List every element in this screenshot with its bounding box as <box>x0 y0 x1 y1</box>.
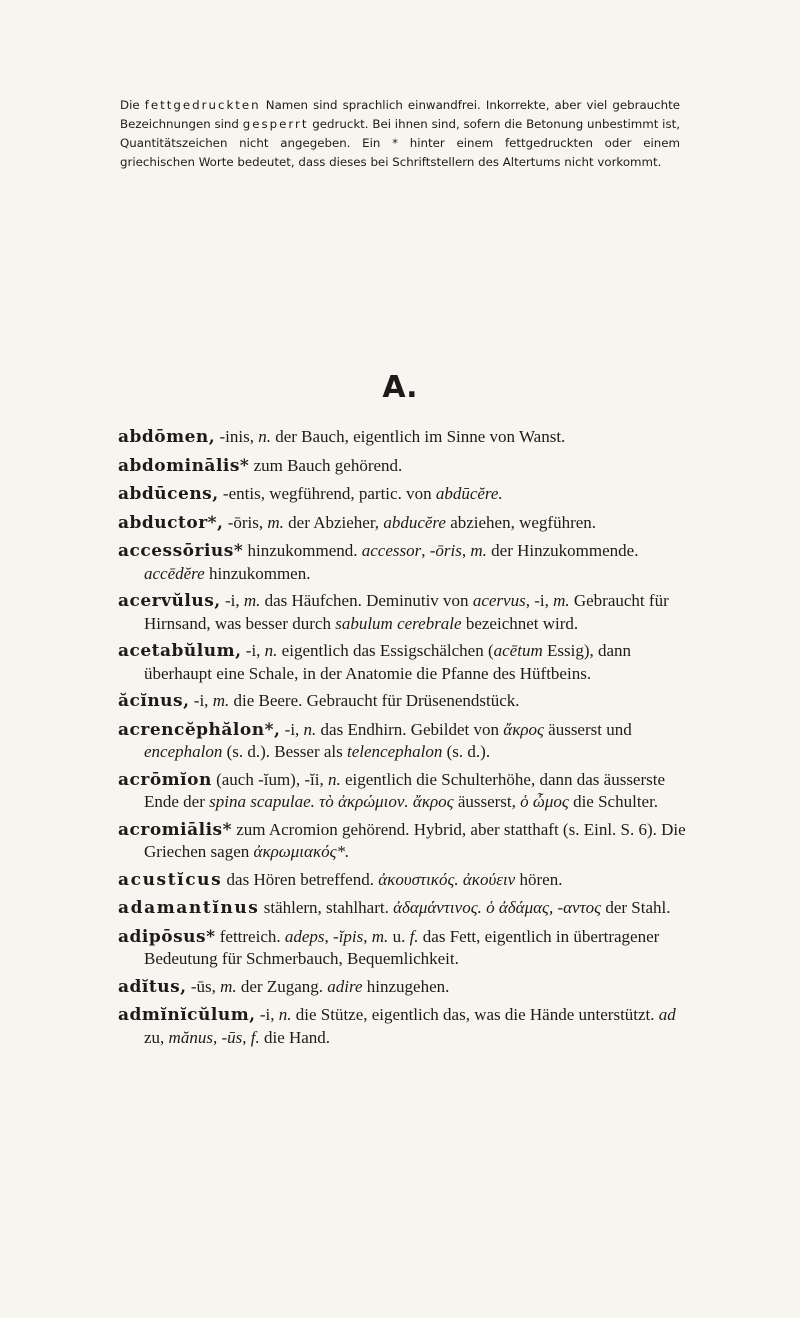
entry-text: (s. d.). Besser als <box>222 742 348 761</box>
entry-headword: abductor*, <box>118 512 224 533</box>
entry-text: Essig), dann überhaupt eine Schale, in der Anatomie die Pfanne des Hüftbeins. <box>144 641 632 683</box>
entry-text: der Bauch, eigentlich im Sinne von Wanst. <box>270 427 566 446</box>
entry-text: die Beere. Gebraucht für Drüsenendstück. <box>229 691 520 710</box>
intro-paragraph <box>120 96 680 172</box>
entry-text: Gebraucht für Hirnsand, was besser durch <box>144 591 669 633</box>
italic-term: accessor <box>361 541 422 560</box>
entry-text: -ūs, <box>186 976 221 996</box>
greek-term: ἄκρος <box>503 719 544 739</box>
dictionary-entry <box>118 819 696 863</box>
entry-text: fettreich. <box>215 926 285 946</box>
greek-term: ἀκρωμιακός*. <box>253 842 350 861</box>
entry-list <box>118 426 696 1054</box>
dictionary-entry <box>118 1004 696 1048</box>
italic-term: telencephalon <box>347 742 443 761</box>
dictionary-entry <box>118 897 696 920</box>
dictionary-entry <box>118 455 696 478</box>
entry-text: hinzukommen. <box>204 563 311 583</box>
italic-term: n. <box>327 769 341 789</box>
entry-text: -entis, wegführend, partic. von <box>218 484 436 503</box>
section-letter: A. <box>382 370 418 405</box>
italic-term: m. <box>243 591 261 610</box>
entry-text: das Fett, eigentlich in übertragener Bedeutung für Schmerbauch, Bequemlichkeit. <box>144 926 660 968</box>
italic-term: m. <box>470 541 487 560</box>
entry-text: die Stütze, eigentlich das, was die Hände unterstützt. <box>291 1005 659 1024</box>
entry-text: das Endhirn. Gebildet von <box>316 719 504 739</box>
italic-term: accēdĕre <box>144 563 205 583</box>
dictionary-entry <box>118 640 696 684</box>
entry-text: eigentlich die Schulterhöhe, dann das äusserste Ende der <box>144 769 666 811</box>
entry-text: äusserst, <box>453 792 521 811</box>
entry-text: hinzukommend. <box>243 541 362 560</box>
italic-term: mănus <box>168 1027 213 1047</box>
italic-term: m. <box>371 926 389 946</box>
italic-term: n. <box>264 641 278 660</box>
entry-text: zum Acromion gehörend. Hybrid, aber statthaft (s. Einl. S. 6). Die Griechen sagen <box>144 819 686 861</box>
entry-text: bezeichnet wird. <box>461 613 579 633</box>
italic-term: m. <box>553 591 570 610</box>
italic-term: f. <box>250 1027 260 1047</box>
entry-text: , <box>324 926 334 946</box>
dictionary-entry <box>118 769 696 813</box>
entry-headword: admĭnĭcŭlum, <box>118 1005 256 1025</box>
intro-spaced-word: fettgedruckten <box>144 98 261 112</box>
dictionary-entry <box>118 590 696 634</box>
intro-text: gedruckt. Bei ihnen sind, sofern die Betonung unbestimmt ist, Quantitätszeichen nicht angegeben. Ein * hinter einem fettgedruckten oder einem griechischen Worte bedeutet, dass dieses bei Schriftstellern des Altertums nicht vorkommt. <box>120 117 680 169</box>
entry-text: der Zugang. <box>236 976 328 996</box>
italic-term: abdūcĕre. <box>435 484 503 503</box>
entry-text: , <box>212 1027 222 1047</box>
entry-text: stählern, stahlhart. <box>259 898 394 917</box>
italic-term: spina scapulae. <box>209 792 315 811</box>
entry-headword: abdominālis* <box>118 455 250 476</box>
greek-term: ἀδαμάντινος. ὁ ἀδάμας, -αντος <box>393 898 602 917</box>
italic-term: -ūs <box>221 1027 243 1047</box>
entry-text: , <box>461 541 471 560</box>
italic-term: m. <box>267 512 284 532</box>
entry-headword: adĭtus, <box>118 976 187 997</box>
italic-term: acētum <box>493 641 543 660</box>
greek-term: ἀκουστικός. ἀκούειν <box>378 869 516 889</box>
entry-text: -i, <box>280 719 304 739</box>
entry-text: äusserst und <box>543 719 632 739</box>
entry-headword: accessōrius* <box>118 541 244 561</box>
entry-headword: adamantĭnus <box>118 898 260 918</box>
entry-headword: abdōmen, <box>118 427 216 447</box>
dictionary-entry <box>118 926 696 970</box>
entry-text: -i, <box>241 641 265 660</box>
italic-term: encephalon <box>144 742 223 761</box>
entry-text: (s. d.). <box>442 742 491 761</box>
entry-text: zum Bauch gehörend. <box>249 455 403 475</box>
entry-text: eigentlich das Essigschälchen ( <box>277 641 494 660</box>
entry-text: das Häufchen. Deminutiv von <box>260 591 473 610</box>
dictionary-entry <box>118 719 696 763</box>
dictionary-entry <box>118 540 696 584</box>
entry-headword: acromiālis* <box>118 819 232 840</box>
italic-term: f. <box>409 926 419 946</box>
dictionary-entry <box>118 690 696 713</box>
entry-text: u. <box>388 926 410 946</box>
entry-text: -i, <box>189 691 213 710</box>
entry-text: -inis, <box>215 427 259 446</box>
italic-term: abducĕre <box>383 512 446 532</box>
entry-headword: acetabŭlum, <box>118 641 242 661</box>
entry-text: , <box>363 926 372 946</box>
italic-term: adire <box>327 976 363 996</box>
entry-text: (auch -ĭum), -ĭi, <box>211 769 328 789</box>
entry-headword: ăcĭnus, <box>118 691 190 711</box>
italic-term: ad <box>658 1005 676 1024</box>
dictionary-entry <box>118 976 696 999</box>
entry-text: hinzugehen. <box>362 976 450 996</box>
entry-text: der Stahl. <box>601 898 671 917</box>
dictionary-entry <box>118 512 696 535</box>
entry-text: , <box>421 541 430 560</box>
entry-text: , <box>242 1027 251 1047</box>
intro-spaced-word: gesperrt <box>242 117 309 131</box>
entry-text: die Hand. <box>259 1027 331 1047</box>
italic-term: n. <box>303 719 317 739</box>
intro-text: Namen sind sprachlich einwandfrei. Inkorrekte, aber viel gebrauchte Bezeichnungen sind <box>120 98 681 131</box>
entry-text: der Abzieher, <box>283 512 384 532</box>
entry-headword: acrencĕphălon*, <box>118 719 281 740</box>
entry-text: abziehen, wegführen. <box>445 512 597 532</box>
entry-text: der Hinzukommende. <box>486 541 639 560</box>
entry-text: die Schulter. <box>568 792 659 811</box>
entry-text: -i, <box>220 591 244 610</box>
entry-text: das Hören betreffend. <box>222 869 379 889</box>
entry-headword: adipōsus* <box>118 926 216 947</box>
italic-term: acervus <box>472 591 526 610</box>
entry-text: hören. <box>515 869 563 889</box>
dictionary-entry <box>118 869 696 892</box>
entry-text: -ōris, <box>223 512 268 532</box>
entry-headword: acervŭlus, <box>118 591 221 611</box>
entry-text: , -i, <box>525 591 554 610</box>
entry-headword: acrōmĭon <box>118 769 212 790</box>
entry-headword: abdūcens, <box>118 484 219 504</box>
italic-term: adeps <box>284 926 325 946</box>
italic-term: m. <box>212 691 230 710</box>
greek-term: τὸ ἀκρώμιον. ἄκρος <box>319 792 454 811</box>
intro-text: Die <box>120 98 145 112</box>
italic-term: n. <box>258 427 271 446</box>
dictionary-entry <box>118 483 696 506</box>
entry-text: -i, <box>255 1005 279 1024</box>
greek-term: ὁ ὦμος <box>520 792 569 811</box>
dictionary-entry <box>118 426 696 449</box>
italic-term: n. <box>278 1005 292 1024</box>
entry-text: zu, <box>144 1027 169 1047</box>
italic-term: m. <box>220 976 237 996</box>
italic-term: -ĭpis <box>333 926 364 946</box>
italic-term: -ōris <box>429 541 462 560</box>
entry-headword: acustĭcus <box>118 869 223 890</box>
italic-term: sabulum cerebrale <box>335 613 462 633</box>
